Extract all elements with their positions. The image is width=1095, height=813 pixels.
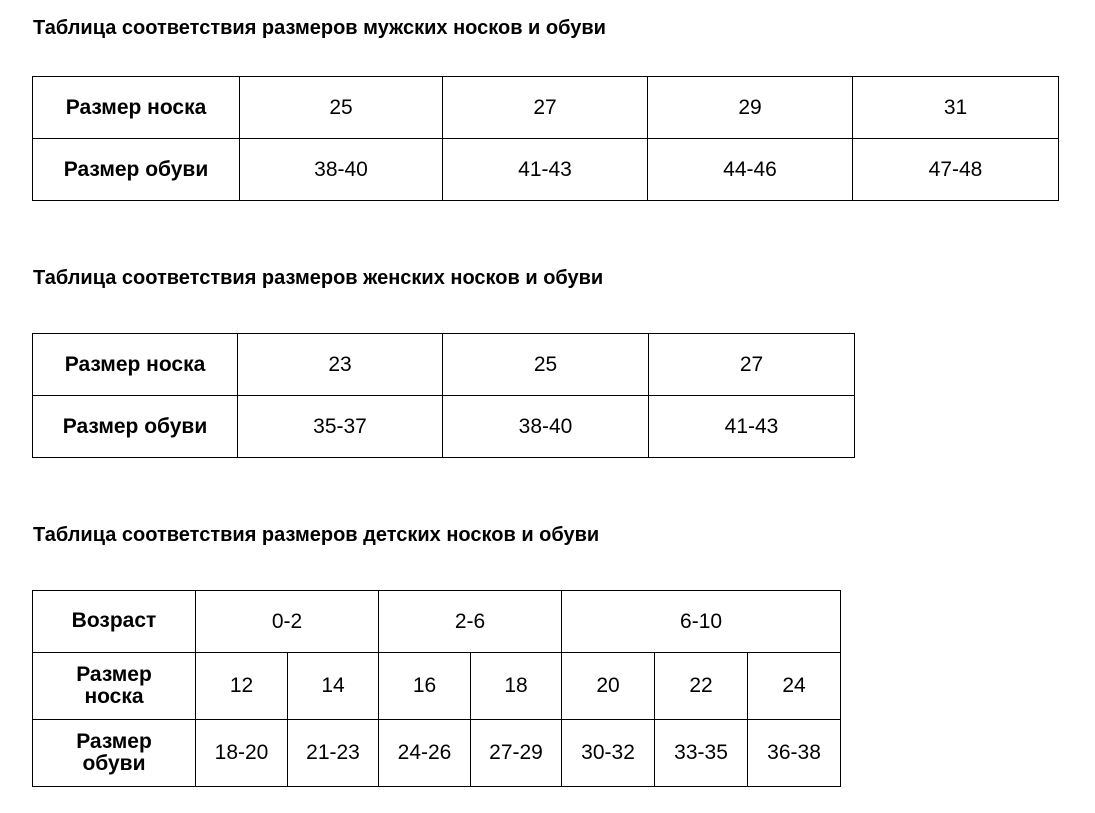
table-row — [33, 591, 841, 653]
table-cell: 30-32 — [562, 720, 655, 787]
table-row — [33, 720, 841, 787]
row-label-sock-size: Размер носка — [33, 77, 240, 139]
table-cell: 35-37 — [238, 396, 443, 458]
table-cell: 16 — [379, 653, 471, 720]
table-row — [33, 334, 855, 396]
table-cell: 27 — [443, 77, 648, 139]
table-cell: 18 — [471, 653, 562, 720]
table-cell: 31 — [853, 77, 1059, 139]
table-cell: 18-20 — [196, 720, 288, 787]
row-label-line: Размер — [76, 729, 152, 753]
table-cell: 47-48 — [853, 139, 1059, 201]
table-cell: 36-38 — [748, 720, 841, 787]
age-cell: 6-10 — [562, 591, 841, 653]
women-table-title: Таблица соответствия размеров женских носков и обуви — [33, 267, 604, 289]
table-cell: 29 — [648, 77, 853, 139]
women-size-table — [32, 333, 855, 458]
table-cell: 24-26 — [379, 720, 471, 787]
row-label-shoe-size: Размер обуви — [33, 139, 240, 201]
row-label-sock-size: Размер носка — [33, 334, 238, 396]
age-cell: 0-2 — [196, 591, 379, 653]
table-row — [33, 396, 855, 458]
table-cell: 12 — [196, 653, 288, 720]
age-cell: 2-6 — [379, 591, 562, 653]
kids-size-table — [32, 590, 841, 787]
row-label-line: обуви — [82, 752, 146, 775]
table-cell: 33-35 — [655, 720, 748, 787]
table-row — [33, 653, 841, 720]
kids-table-title: Таблица соответствия размеров детских носков и обуви — [33, 524, 600, 546]
table-cell: 25 — [443, 334, 649, 396]
table-row — [33, 77, 1059, 139]
row-label-sock-size — [33, 653, 196, 720]
table-cell: 25 — [240, 77, 443, 139]
row-label-line: носка — [84, 685, 144, 708]
row-label-shoe-size — [33, 720, 196, 787]
table-cell: 14 — [288, 653, 379, 720]
table-cell: 24 — [748, 653, 841, 720]
table-cell: 38-40 — [443, 396, 649, 458]
men-table-title: Таблица соответствия размеров мужских носков и обуви — [33, 17, 606, 39]
table-cell: 38-40 — [240, 139, 443, 201]
table-cell: 20 — [562, 653, 655, 720]
table-cell: 21-23 — [288, 720, 379, 787]
table-cell: 27-29 — [471, 720, 562, 787]
row-label-age: Возраст — [33, 591, 196, 653]
table-row — [33, 139, 1059, 201]
men-size-table — [32, 76, 1059, 201]
table-cell: 41-43 — [649, 396, 855, 458]
table-cell: 23 — [238, 334, 443, 396]
table-cell: 44-46 — [648, 139, 853, 201]
row-label-line: Размер — [76, 662, 152, 686]
row-label-shoe-size: Размер обуви — [33, 396, 238, 458]
table-cell: 41-43 — [443, 139, 648, 201]
table-cell: 22 — [655, 653, 748, 720]
table-cell: 27 — [649, 334, 855, 396]
